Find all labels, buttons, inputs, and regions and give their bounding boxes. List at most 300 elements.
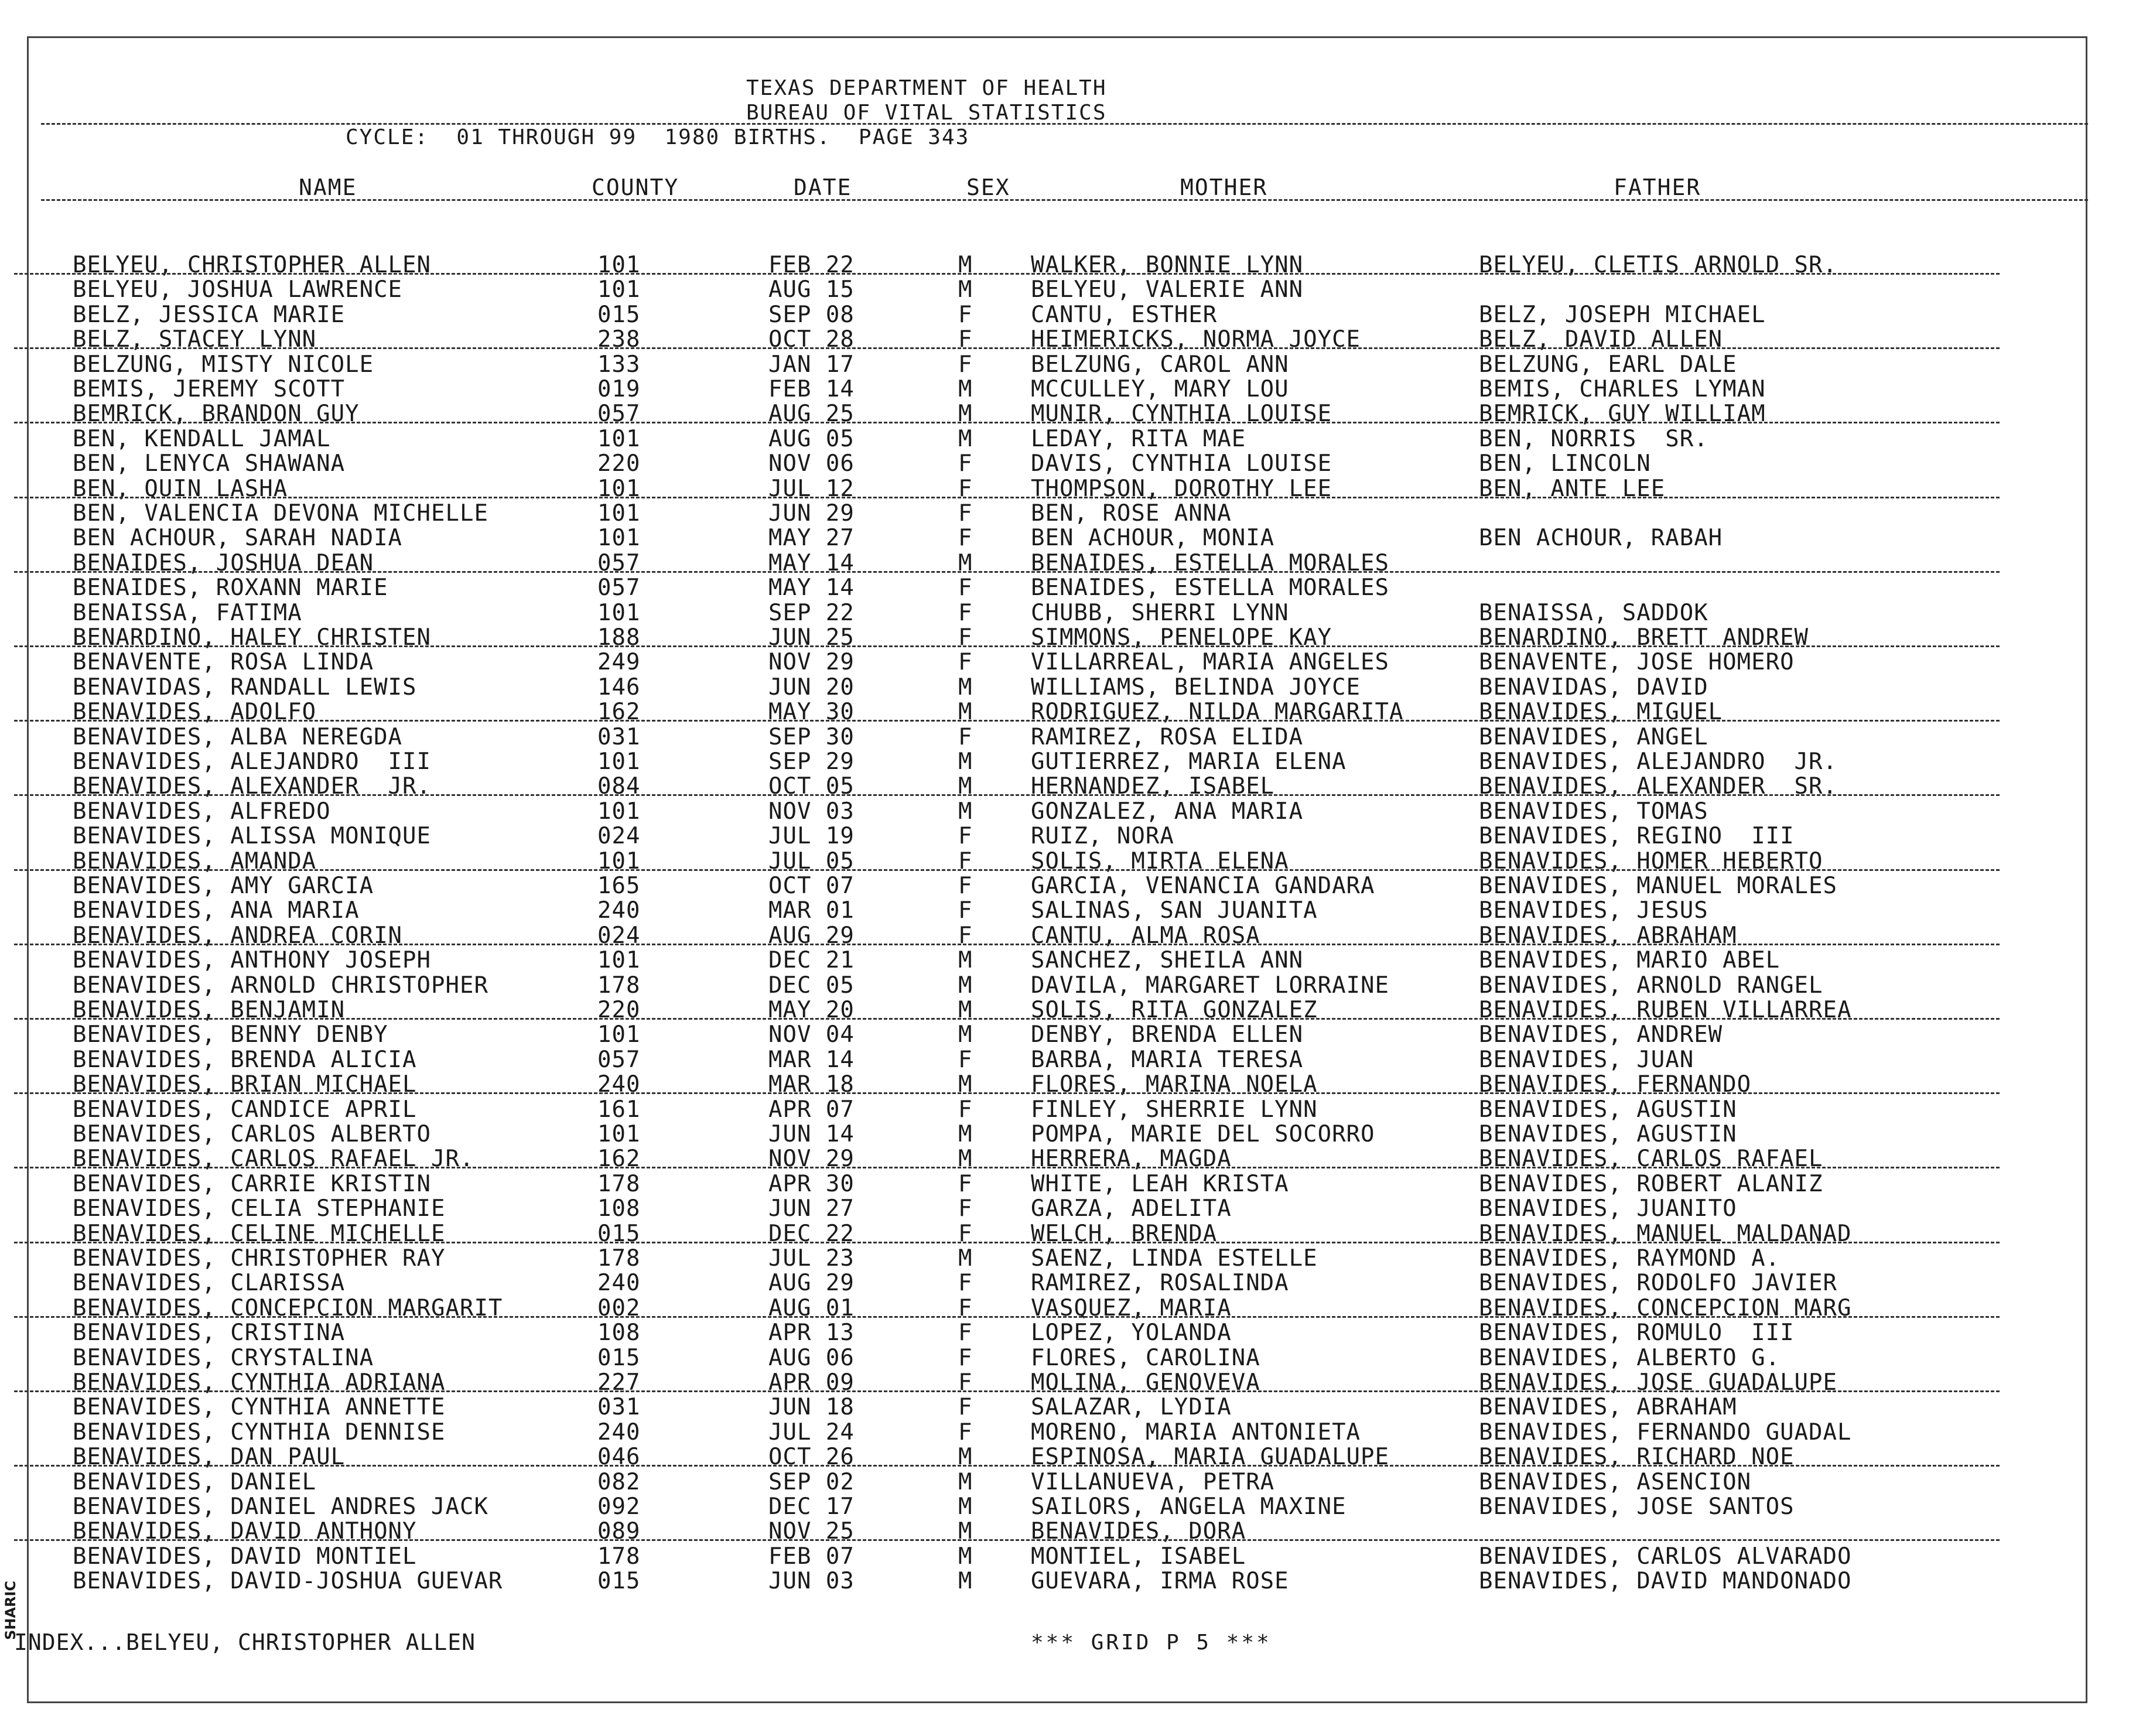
record-date: SEP 29 [768,749,855,775]
record-father: BENAVENTE, JOSE HOMERO [1479,649,1795,676]
record-mother: VASQUEZ, MARIA [1031,1294,1232,1321]
record-father: BEMIS, CHARLES LYMAN [1479,376,1766,402]
record-county: 101 [597,798,641,825]
record-father: BENAVIDES, JESUS [1479,897,1708,924]
record-mother: LEDAY, RITA MAE [1031,425,1246,452]
group-rule [14,1539,2000,1541]
record-sex: F [958,326,973,353]
record-mother: BENAIDES, ESTELLA MORALES [1031,575,1389,602]
record-row [0,1021,2050,1046]
group-rule [14,1390,2000,1392]
record-date: NOV 29 [768,649,855,676]
record-mother: SALAZAR, LYDIA [1031,1394,1232,1421]
record-father: BENAVIDES, RODOLFO JAVIER [1479,1270,1837,1297]
record-mother: MOLINA, GENOVEVA [1031,1369,1260,1396]
side-label: SHARIC [2,1581,19,1640]
record-name: BENAVIDES, DAN PAUL [73,1444,346,1471]
record-county: 024 [597,922,641,949]
record-name: BELZ, JESSICA MARIE [73,301,346,328]
record-name: BENAVIDES, DAVID ANTHONY [73,1518,417,1545]
record-father: BENARDINO, BRETT ANDREW [1479,624,1809,651]
record-sex: F [958,351,973,378]
record-father: BENAVIDES, CONCEPCION MARG [1479,1294,1852,1321]
record-county: 101 [597,848,641,874]
record-mother: DAVIS, CYNTHIA LOUISE [1031,450,1332,477]
record-date: NOV 06 [768,450,855,477]
record-row [0,1221,2050,1245]
record-row [0,1394,2050,1419]
record-father: BENAVIDES, MIGUEL [1479,699,1723,726]
record-name: BELZUNG, MISTY NICOLE [73,351,374,378]
record-sex: M [958,1543,973,1570]
record-sex: F [958,624,973,651]
group-rule [14,347,2000,349]
record-father: BENAVIDES, JUAN [1479,1046,1694,1073]
record-sex: F [958,475,973,502]
record-row [0,823,2050,848]
record-father: BENAVIDES, FERNANDO [1479,1071,1752,1098]
record-sex: F [958,649,973,676]
record-date: APR 13 [768,1320,855,1347]
record-name: BEN, LENYCA SHAWANA [73,450,346,477]
record-county: 162 [597,1146,641,1173]
record-father: BENAVIDES, RICHARD NOE [1479,1444,1795,1471]
record-date: FEB 22 [768,252,855,278]
record-date: JAN 17 [768,351,855,378]
record-sex: M [958,1146,973,1173]
record-name: BENAVIDES, ANTHONY JOSEPH [73,947,431,974]
record-county: 015 [597,1220,641,1247]
record-name: BEN, QUIN LASHA [73,475,288,502]
record-sex: F [958,1344,973,1371]
record-mother: ESPINOSA, MARIA GUADALUPE [1031,1444,1389,1471]
record-sex: M [958,376,973,402]
header-bureau: BUREAU OF VITAL STATISTICS [746,101,1107,125]
record-sex: M [958,773,973,800]
record-sex: F [958,723,973,750]
record-county: 133 [597,351,641,378]
col-header-father: FATHER [1614,175,1701,200]
record-name: BELYEU, CHRISTOPHER ALLEN [73,252,431,278]
record-name: BENAVIDES, CHRISTOPHER RAY [73,1245,446,1272]
record-row [0,600,2050,624]
record-father: BENAISSA, SADDOK [1479,599,1708,626]
record-sex: F [958,599,973,626]
record-county: 057 [597,549,641,576]
record-row [0,476,2050,500]
record-date: OCT 26 [768,1444,855,1471]
record-mother: MCCULLEY, MARY LOU [1031,376,1289,402]
record-row [0,1345,2050,1369]
record-father: BEN ACHOUR, RABAH [1479,525,1723,552]
record-date: DEC 22 [768,1220,855,1247]
record-date: JUN 20 [768,674,855,700]
record-county: 108 [597,1195,641,1222]
record-row [0,351,2050,376]
record-mother: CHUBB, SHERRI LYNN [1031,599,1289,626]
record-name: BENAVIDES, CYNTHIA ANNETTE [73,1394,446,1421]
record-name: BELYEU, JOSHUA LAWRENCE [73,276,403,303]
record-mother: GARCIA, VENANCIA GANDARA [1031,873,1375,899]
record-date: AUG 05 [768,425,855,452]
col-header-county: COUNTY [592,175,679,200]
record-name: BENAVIDES, DANIEL ANDRES JACK [73,1494,488,1520]
record-father: BELZ, DAVID ALLEN [1479,326,1723,353]
record-row [0,1320,2050,1347]
record-date: MAR 01 [768,897,855,924]
record-mother: MORENO, MARIA ANTONIETA [1031,1419,1361,1445]
record-sex: F [958,873,973,899]
record-sex: F [958,1220,973,1247]
record-sex: F [958,500,973,527]
record-sex: F [958,1195,973,1222]
record-name: BEN ACHOUR, SARAH NADIA [73,525,403,552]
record-sex: F [958,1369,973,1396]
record-mother: BELZUNG, CAROL ANN [1031,351,1289,378]
record-county: 101 [597,947,641,974]
record-row [0,848,2050,873]
record-date: NOV 04 [768,1021,855,1048]
record-father: BELZUNG, EARL DALE [1479,351,1737,378]
record-name: BENAVIDES, BENJAMIN [73,997,346,1023]
record-father: BENAVIDES, ASENCION [1479,1468,1752,1495]
record-name: BENAVIDES, CARLOS ALBERTO [73,1121,431,1147]
record-father: BELYEU, CLETIS ARNOLD SR. [1479,252,1837,278]
record-county: 031 [597,1394,641,1421]
col-header-date: DATE [794,175,852,200]
record-row [0,773,2050,798]
record-date: OCT 05 [768,773,855,800]
record-date: JUN 03 [768,1568,855,1595]
record-row [0,624,2050,649]
record-mother: GARZA, ADELITA [1031,1195,1232,1222]
record-row [0,326,2050,351]
record-mother: RODRIGUEZ, NILDA MARGARITA [1031,699,1404,726]
record-mother: SANCHEZ, SHEILA ANN [1031,947,1304,974]
record-father: BEMRICK, GUY WILLIAM [1479,401,1766,428]
record-mother: BENAVIDES, DORA [1031,1518,1246,1545]
record-sex: M [958,674,973,700]
group-rule [14,720,2000,722]
record-father: BENAVIDES, RUBEN VILLARREA [1479,997,1852,1023]
record-county: 046 [597,1444,641,1471]
record-date: MAY 14 [768,549,855,576]
record-sex: M [958,972,973,999]
record-father: BENAVIDES, JOSE SANTOS [1479,1494,1795,1520]
record-sex: M [958,1071,973,1098]
record-county: 057 [597,1046,641,1073]
record-mother: DENBY, BRENDA ELLEN [1031,1021,1304,1048]
record-sex: M [958,1021,973,1048]
record-name: BENARDINO, HALEY CHRISTEN [73,624,431,651]
record-date: DEC 17 [768,1494,855,1520]
record-row [0,674,2050,699]
record-date: SEP 08 [768,301,855,328]
record-date: JUN 25 [768,624,855,651]
record-row [0,575,2050,602]
record-name: BENAVIDES, AMY GARCIA [73,873,374,899]
record-father: BEN, NORRIS SR. [1479,425,1708,452]
record-father: BENAVIDES, REGINO III [1479,823,1795,850]
record-name: BENAIDES, JOSHUA DEAN [73,549,374,576]
record-date: AUG 25 [768,401,855,428]
record-county: 178 [597,972,641,999]
record-name: BENAVIDES, AMANDA [73,848,317,874]
record-mother: FINLEY, SHERRIE LYNN [1031,1096,1318,1123]
record-date: FEB 14 [768,376,855,402]
record-row [0,302,2050,326]
record-row [0,1245,2050,1270]
record-sex: F [958,575,973,602]
column-header-rule [41,199,2088,201]
record-name: BENAVIDES, CARRIE KRISTIN [73,1170,431,1197]
record-name: BENAVIDES, ALEJANDRO III [73,749,431,775]
record-name: BELZ, STACEY LYNN [73,326,317,353]
record-sex: F [958,848,973,874]
record-county: 092 [597,1494,641,1520]
record-row [0,1568,2050,1593]
col-header-name: NAME [299,175,357,200]
record-county: 057 [597,401,641,428]
record-mother: FLORES, MARINA NOELA [1031,1071,1318,1098]
record-row [0,376,2050,401]
col-header-mother: MOTHER [1180,175,1268,200]
record-county: 101 [597,1021,641,1048]
record-sex: M [958,749,973,775]
record-name: BEMRICK, BRANDON GUY [73,401,360,428]
record-date: MAY 27 [768,525,855,552]
record-name: BENAVIDES, CRISTINA [73,1320,346,1347]
record-mother: VILLARREAL, MARIA ANGELES [1031,649,1389,676]
record-name: BENAVENTE, ROSA LINDA [73,649,374,676]
record-mother: SIMMONS, PENELOPE KAY [1031,624,1332,651]
record-county: 101 [597,525,641,552]
record-county: 002 [597,1294,641,1321]
record-county: 084 [597,773,641,800]
record-sex: F [958,1320,973,1347]
record-sex: M [958,425,973,452]
record-name: BENAVIDES, BRIAN MICHAEL [73,1071,417,1098]
record-date: MAY 14 [768,575,855,602]
record-father: BENAVIDES, JUANITO [1479,1195,1737,1222]
footer-grid: *** GRID P 5 *** [1031,1631,1272,1655]
record-father: BENAVIDES, CARLOS RAFAEL [1479,1146,1823,1173]
record-row [0,1047,2050,1071]
record-sex: M [958,1444,973,1471]
record-row [0,873,2050,897]
record-sex: F [958,301,973,328]
record-row [0,649,2050,674]
record-father: BENAVIDES, RAYMOND A. [1479,1245,1781,1272]
record-county: 178 [597,1245,641,1272]
group-rule [14,1316,2000,1318]
record-father: BENAVIDES, AGUSTIN [1479,1121,1737,1147]
record-name: BENAVIDES, ANA MARIA [73,897,360,924]
record-date: JUL 24 [768,1419,855,1445]
record-row [0,997,2050,1021]
record-date: OCT 07 [768,873,855,899]
record-father: BENAVIDES, ROMULO III [1479,1320,1795,1347]
record-father: BEN, ANTE LEE [1479,475,1666,502]
record-father: BENAVIDES, JOSE GUADALUPE [1479,1369,1837,1396]
group-rule [14,794,2000,796]
record-row [0,426,2050,450]
record-mother: SOLIS, MIRTA ELENA [1031,848,1289,874]
record-date: SEP 02 [768,1468,855,1495]
record-date: DEC 05 [768,972,855,999]
record-name: BENAVIDES, DANIEL [73,1468,317,1495]
record-father: BENAVIDES, TOMAS [1479,798,1708,825]
record-county: 165 [597,873,641,899]
group-rule [14,571,2000,573]
record-county: 019 [597,376,641,402]
record-county: 101 [597,749,641,775]
record-sex: F [958,1270,973,1297]
group-rule [14,1092,2000,1094]
record-father: BENAVIDES, ARNOLD RANGEL [1479,972,1823,999]
record-name: BENAVIDES, ALISSA MONIQUE [73,823,431,850]
record-sex: F [958,525,973,552]
record-county: 101 [597,276,641,303]
group-rule [14,869,2000,871]
record-sex: M [958,1568,973,1595]
record-mother: GONZALEZ, ANA MARIA [1031,798,1304,825]
record-father: BENAVIDES, ALBERTO G. [1479,1344,1781,1371]
record-name: BENAVIDES, BENNY DENBY [73,1021,388,1048]
record-sex: F [958,450,973,477]
record-county: 227 [597,1369,641,1396]
record-date: AUG 06 [768,1344,855,1371]
record-sex: F [958,897,973,924]
group-rule [14,1242,2000,1243]
record-date: NOV 03 [768,798,855,825]
record-mother: FLORES, CAROLINA [1031,1344,1260,1371]
record-mother: WALKER, BONNIE LYNN [1031,252,1304,278]
record-county: 240 [597,897,641,924]
record-name: BENAVIDES, ANDREA CORIN [73,922,403,949]
record-name: BENAVIDES, ARNOLD CHRISTOPHER [73,972,488,999]
record-father: BENAVIDES, ALEJANDRO JR. [1479,749,1837,775]
record-date: JUL 05 [768,848,855,874]
record-county: 015 [597,1344,641,1371]
record-row [0,1195,2050,1220]
record-county: 101 [597,425,641,452]
record-row [0,1369,2050,1394]
record-mother: RUIZ, NORA [1031,823,1174,850]
record-date: MAY 20 [768,997,855,1023]
record-date: JUN 18 [768,1394,855,1421]
record-sex: M [958,997,973,1023]
record-row [0,897,2050,922]
record-father: BENAVIDES, FERNANDO GUADAL [1479,1419,1852,1445]
record-mother: BEN ACHOUR, MONIA [1031,525,1275,552]
record-date: AUG 29 [768,1270,855,1297]
record-row [0,1121,2050,1146]
record-mother: SAENZ, LINDA ESTELLE [1031,1245,1318,1272]
record-sex: M [958,699,973,726]
group-rule [14,273,2000,275]
record-mother: THOMPSON, DOROTHY LEE [1031,475,1332,502]
record-father: BENAVIDES, ROBERT ALANIZ [1479,1170,1823,1197]
record-row [0,1146,2050,1173]
record-date: FEB 07 [768,1543,855,1570]
record-county: 015 [597,301,641,328]
record-name: BENAIDES, ROXANN MARIE [73,575,388,602]
record-sex: M [958,401,973,428]
record-mother: CANTU, ALMA ROSA [1031,922,1260,949]
group-rule [14,1465,2000,1467]
record-county: 015 [597,1568,641,1595]
record-county: 220 [597,997,641,1023]
record-county: 108 [597,1320,641,1347]
record-sex: M [958,1494,973,1520]
record-row [0,252,2050,276]
record-row [0,450,2050,475]
record-mother: GUEVARA, IRMA ROSE [1031,1568,1289,1595]
record-father: BENAVIDES, ALEXANDER SR. [1479,773,1837,800]
record-sex: F [958,1419,973,1445]
record-row [0,550,2050,575]
record-father: BENAVIDES, MANUEL MORALES [1479,873,1837,899]
col-header-sex: SEX [966,175,1010,200]
record-father: BENAVIDES, CARLOS ALVARADO [1479,1543,1852,1570]
record-mother: SALINAS, SAN JUANITA [1031,897,1318,924]
record-county: 162 [597,699,641,726]
record-mother: BARBA, MARIA TERESA [1031,1046,1304,1073]
record-row [0,749,2050,773]
group-rule [14,497,2000,498]
record-county: 057 [597,575,641,602]
record-name: BENAVIDES, CRYSTALINA [73,1344,374,1371]
record-county: 240 [597,1419,641,1445]
record-row [0,1295,2050,1320]
record-county: 101 [597,500,641,527]
record-mother: WELCH, BRENDA [1031,1220,1218,1247]
record-date: MAY 30 [768,699,855,726]
record-father: BENAVIDES, ANGEL [1479,723,1708,750]
record-date: MAR 14 [768,1046,855,1073]
record-county: 101 [597,599,641,626]
record-sex: M [958,549,973,576]
header-rule [41,123,2088,125]
record-county: 161 [597,1096,641,1123]
footer-index: INDEX...BELYEU, CHRISTOPHER ALLEN [14,1629,476,1655]
record-name: BENAVIDES, DAVID MONTIEL [73,1543,417,1570]
record-mother: WHITE, LEAH KRISTA [1031,1170,1289,1197]
record-date: AUG 15 [768,276,855,303]
record-name: BENAISSA, FATIMA [73,599,302,626]
record-date: APR 07 [768,1096,855,1123]
record-row [0,401,2050,428]
record-date: NOV 29 [768,1146,855,1173]
record-mother: DAVILA, MARGARET LORRAINE [1031,972,1389,999]
record-county: 240 [597,1270,641,1297]
record-father: BENAVIDES, ABRAHAM [1479,1394,1737,1421]
record-sex: F [958,1294,973,1321]
record-sex: F [958,1096,973,1123]
record-row [0,798,2050,823]
record-mother: CANTU, ESTHER [1031,301,1218,328]
record-name: BENAVIDES, ALBA NEREGDA [73,723,403,750]
record-sex: M [958,1121,973,1147]
record-sex: F [958,922,973,949]
record-father: BELZ, JOSEPH MICHAEL [1479,301,1766,328]
record-sex: M [958,798,973,825]
record-mother: MUNIR, CYNTHIA LOUISE [1031,401,1332,428]
record-date: APR 30 [768,1170,855,1197]
record-mother: LOPEZ, YOLANDA [1031,1320,1232,1347]
record-name: BEN, VALENCIA DEVONA MICHELLE [73,500,488,527]
